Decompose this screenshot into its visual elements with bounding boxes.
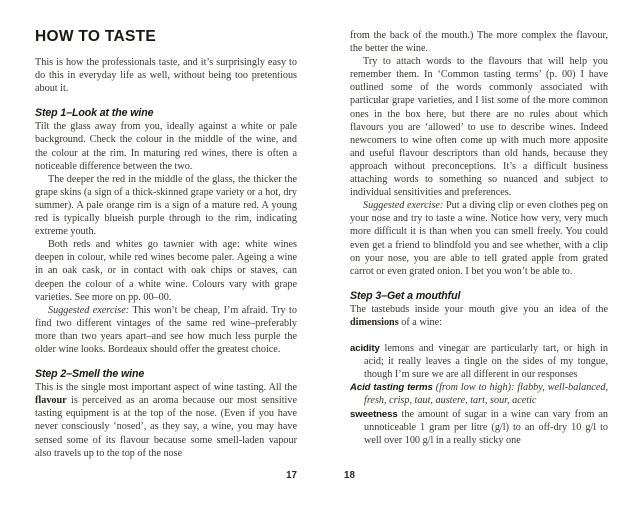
- term-item-sweetness: [350, 408, 608, 447]
- step3-text-post: of a wine:: [398, 316, 442, 328]
- term-item-acidity: [350, 342, 608, 381]
- term-definition: lemons and vinegar are particularly tart, or high in acid; it really leaves a tingle on the sides of my tongue, though I’m sure we are all different in our responses: [364, 343, 608, 381]
- term-definition: (from low to high): flabby, well-balanced, fresh, crisp, taut, austere, tart, sour, acetic: [364, 382, 608, 407]
- exercise-text: This won’t be cheap, I’m afraid. Try to find two different vintages of the same red wine–preferably more than two years apart–and see how much less purple the older wine looks. Bordeaux should offer the greatest choice.: [35, 304, 297, 355]
- chapter-title: HOW TO TASTE: [35, 28, 156, 45]
- step1-paragraph-2: The deeper the red in the middle of the glass, the thicker the grape skins (a sign of a thick-skinned grape variety or a hot, dry summer). A pale orange rim is a sign of a mature red. A young red is typically blueish purple through to the rim, indicating extreme youth.: [35, 173, 297, 238]
- term-label: sweetness: [350, 408, 398, 420]
- flavour-bold-word: flavour: [35, 395, 67, 407]
- term-label: acidity: [350, 343, 380, 355]
- step3-heading: Step 3–Get a mouthful: [350, 289, 461, 302]
- exercise-lead-label: Suggested exercise:: [363, 200, 444, 212]
- term-label: Acid tasting terms: [350, 382, 433, 394]
- tasting-terms-list: [350, 342, 608, 447]
- step2-paragraph: [35, 381, 297, 460]
- page-right-text-column: [350, 29, 608, 447]
- step2-heading: Step 2–Smell the wine: [35, 368, 145, 381]
- step3-text-pre: The tastebuds inside your mouth give you an idea of the: [350, 303, 608, 315]
- step1-paragraph-3: Both reds and whites go tawnier with age: white wines deepen in colour, while red wines become paler. Ageing a wine in an oak cask, or in contact with oak chips or staves, can deepen the colour of a white wine. Colours vary with grape varieties. See more on pp. 00–00.: [35, 239, 297, 303]
- page-number-18: 18: [344, 470, 355, 481]
- step3-paragraph: [350, 303, 608, 329]
- step2-text-pre: This is the single most important aspect of wine tasting. All the: [35, 382, 297, 394]
- step2-text-post: is perceived as an aroma because our most sensitive tasting equipment is at the top of the nose. (Even if you have never consciously ‘nosed’, as they say, a wine, you may have sensed some of its flavour because some smell-laden vapour also travels up to the top of the nose: [35, 395, 297, 459]
- exercise-text: Put a diving clip or even clothes peg on your nose and try to taste a wine. Notice how very, very much more difficult it is than when you can smell freely. You could even get a friend to blindfold you and see whether, with a clip on your nose, you are able to tell grated apple from grated carrot or even grated onion. I bet you won’t be able to.: [350, 200, 608, 277]
- step1-exercise-paragraph: [35, 304, 297, 356]
- intro-paragraph: This is how the professionals taste, and it’s surprisingly easy to do this in everyday life as well, without being too pretentious about it.: [35, 57, 297, 95]
- term-item-acid-tasting-terms: [350, 381, 608, 407]
- step1-heading: Step 1–Look at the wine: [35, 107, 154, 120]
- exercise-lead-label: Suggested exercise:: [48, 304, 130, 316]
- continuation-paragraph: from the back of the mouth.) The more complex the flavour, the better the wine.: [350, 30, 608, 55]
- tasting-words-paragraph: Try to attach words to the flavours that will help you remember them. In ‘Common tasting terms’ (p. 00) I have outlined some of the words commonly associated with particular grape varieties, and I list some of the more common ones in the box here, but there are no rules about which flavours you are ‘allowed’ to use to describe wines. Indeed newcomers to wine often come up with much more apposite and useful flavour descriptors than old hands, because they approach without preconceptions. It’s a difficult business attaching words to something so nuanced and subject to individual sensitivities and preferences.: [350, 56, 608, 199]
- term-definition: the amount of sugar in a wine can vary from an unnoticeable 1 gram per litre (g/l) to an off-dry 10 g/l to well over 100 g/l in a really sticky one: [364, 408, 608, 446]
- dimensions-bold-word: dimensions: [350, 316, 399, 328]
- step1-paragraph-1: Tilt the glass away from you, ideally against a white or pale background. Check the colour in the middle of the wine, and the colour at the rim. In maturing red wines, there is often a noticeable difference between the two.: [35, 121, 297, 172]
- step2-exercise-paragraph: [350, 199, 608, 278]
- page-number-17: 17: [286, 470, 297, 481]
- page-left-text-column: [35, 29, 297, 460]
